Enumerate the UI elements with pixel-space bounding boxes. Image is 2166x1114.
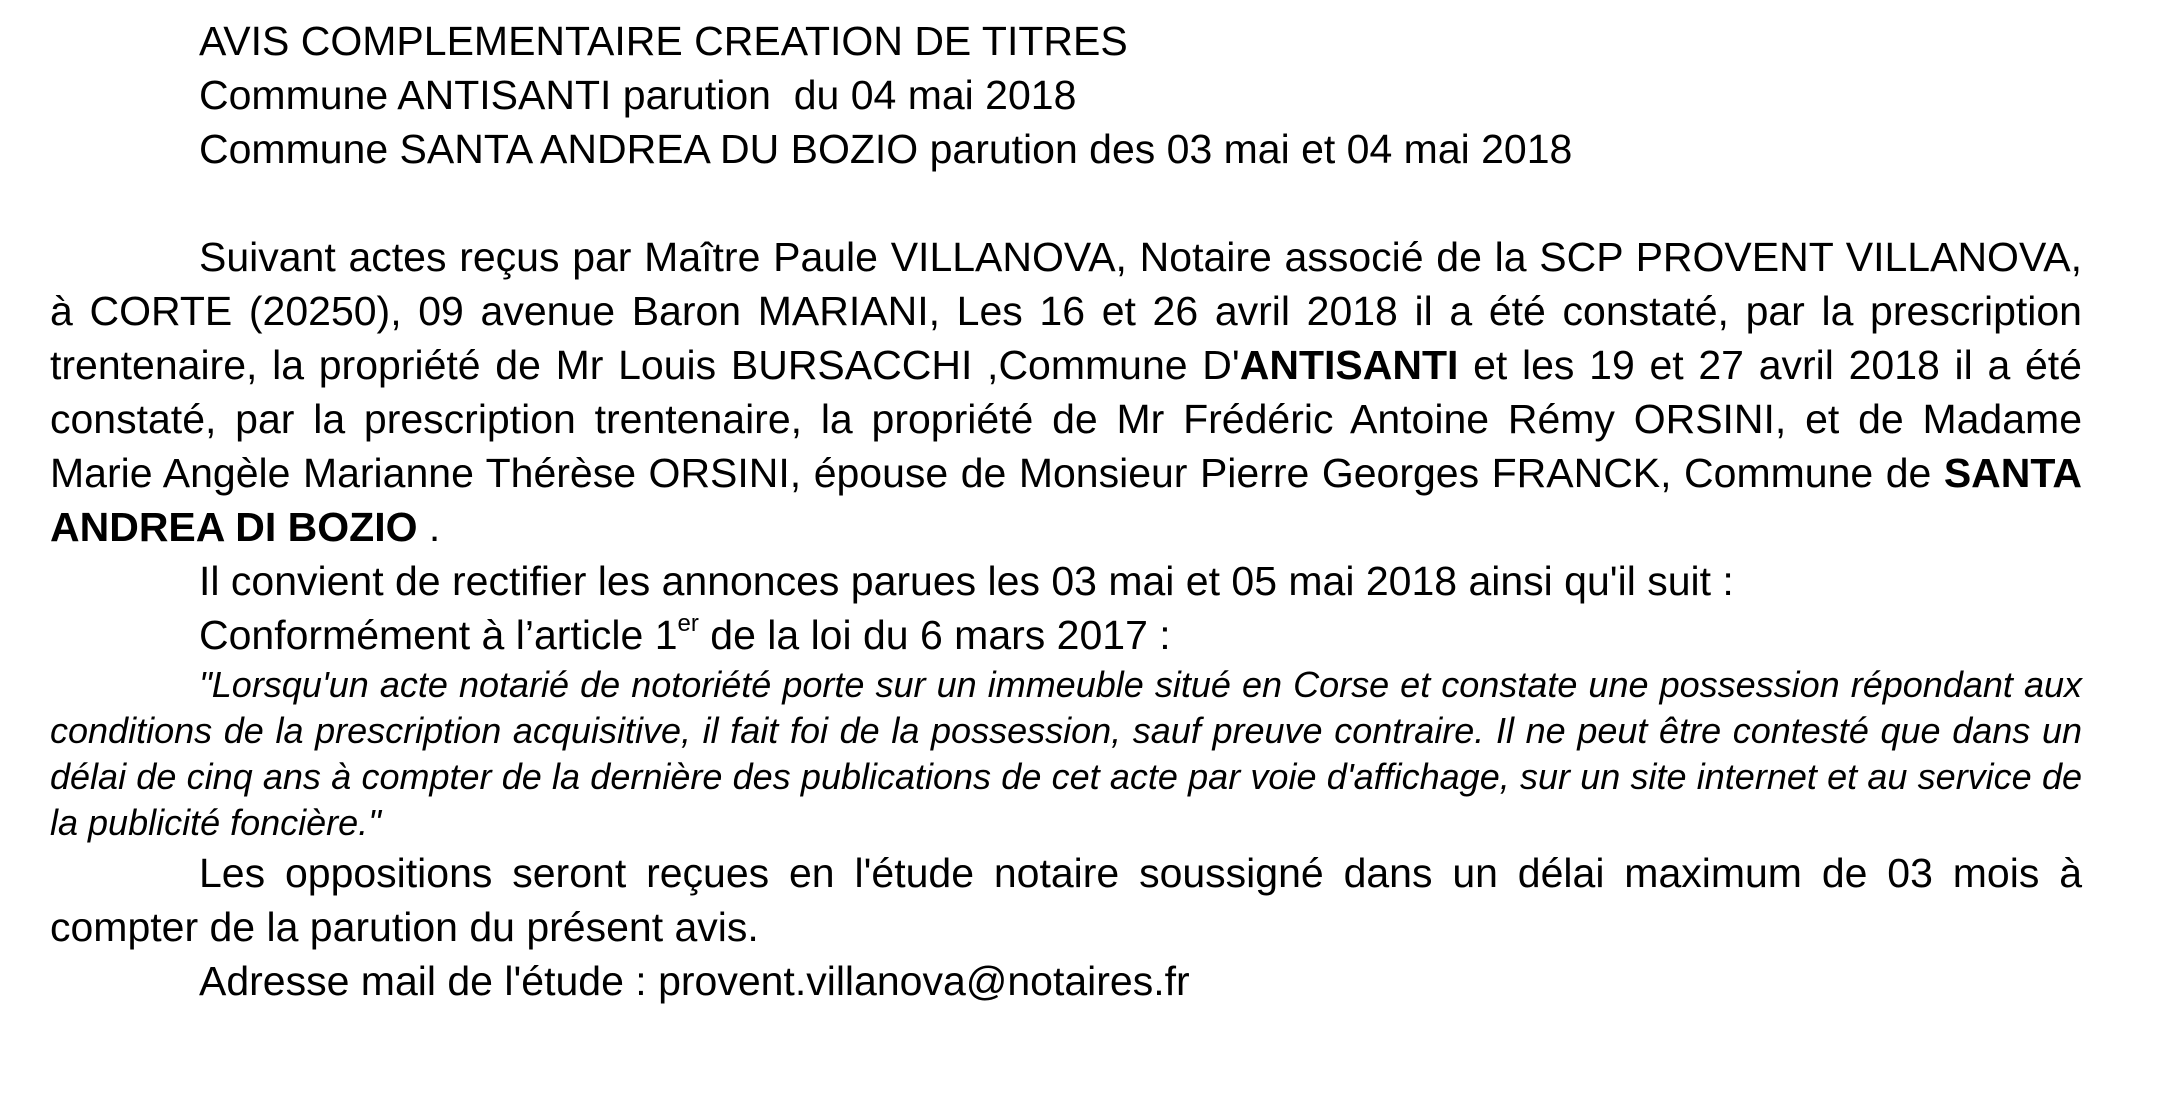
commune-antisanti-line: Commune ANTISANTI parution du 04 mai 2018 — [199, 72, 1077, 118]
notice-document — [50, 14, 2082, 1008]
acts-text-part3: . — [417, 504, 441, 550]
article-reference — [50, 608, 2082, 662]
article-text-part1: Conformément à l’article 1 — [199, 612, 678, 658]
spacer — [50, 176, 2082, 230]
acts-text-part1: Suivant actes reçus par Maître Paule VILLANOVA, Notaire associé de la SCP PROVENT VILLANOVA, à CORTE (20250), 09 avenue Baron MARIANI, Les 16 et 26 avril 2018 il a été constaté, par la prescription trentenaire, la propriété de Mr Louis BURSACCHI ,Commune D' — [50, 234, 2082, 388]
santa-andrea-bold: SANTA ANDREA DI BOZIO — [50, 450, 2082, 550]
oppositions-paragraph: Les oppositions seront reçues en l'étude notaire soussigné dans un délai maximum de 03 mois à compter de la parution du présent avis. — [50, 850, 2082, 950]
commune-santa-andrea-line: Commune SANTA ANDREA DU BOZIO parution des 03 mai et 04 mai 2018 — [199, 126, 1573, 172]
antisanti-bold: ANTISANTI — [1239, 342, 1459, 388]
acts-text-part2: et les 19 et 27 avril 2018 il a été constaté, par la prescription trentenaire, la propriété de Mr Frédéric Antoine Rémy ORSINI, et de Madame Marie Angèle Marianne Thérèse ORSINI, épouse de Monsieur Pierre Georges FRANCK, Commune de — [50, 342, 2082, 496]
email-line: Adresse mail de l'étude : provent.villanova@notaires.fr — [199, 958, 1190, 1004]
acts-paragraph — [50, 230, 2082, 554]
law-quote: "Lorsqu'un acte notarié de notoriété porte sur un immeuble situé en Corse et constate une possession répondant aux conditions de la prescription acquisitive, il fait foi de la possession, sauf preuve contraire. Il ne peut être contesté que dans un délai de cinq ans à compter de la dernière des publications de cet acte par voie d'affichage, sur un site internet et au service de la publicité foncière." — [50, 664, 2082, 843]
notice-title: AVIS COMPLEMENTAIRE CREATION DE TITRES — [199, 18, 1128, 64]
rectification-paragraph: Il convient de rectifier les annonces parues les 03 mai et 05 mai 2018 ainsi qu'il suit : — [199, 558, 1734, 604]
article-superscript: er — [677, 610, 699, 637]
article-text-part2: de la loi du 6 mars 2017 : — [698, 612, 1171, 658]
